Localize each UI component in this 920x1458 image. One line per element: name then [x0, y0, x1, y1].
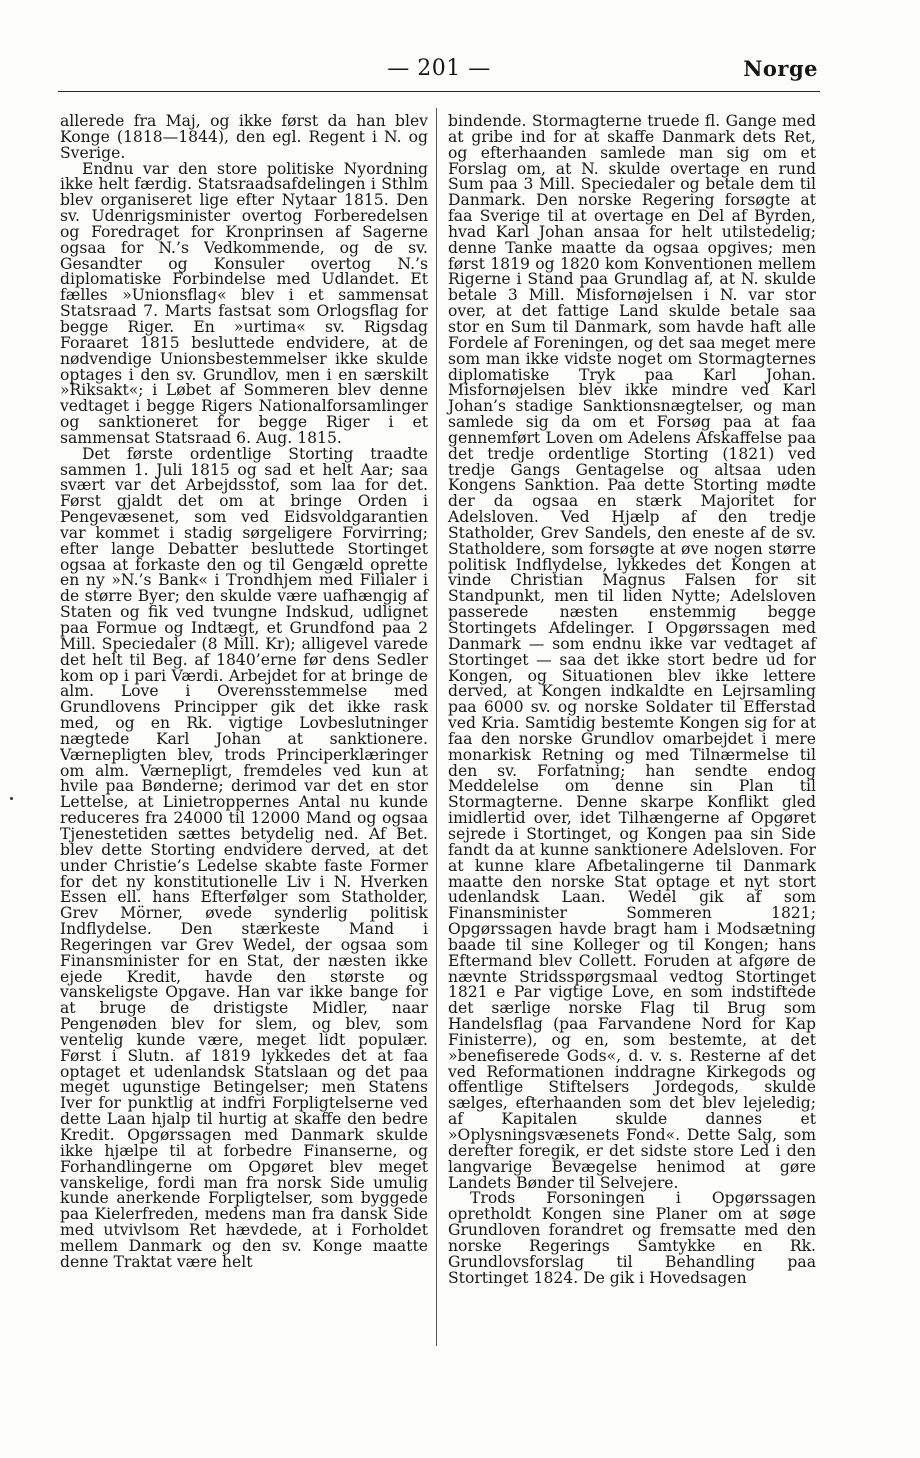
margin-speck: [10, 797, 13, 800]
page-number: — 201 —: [387, 56, 491, 81]
paragraph: Det første ordentlige Storting traadte sammen 1. Juli 1815 og sad et helt Aar; saa svært var det Arbejdsstof, som laa for det. Først gjaldt det om at bringe Orden i Pengevæsenet, som ved Eidsvoldgarantien var kommet i stadig sørgeligere Forvirring; efter lange Debatter besluttede Stortinget ogsaa at forkaste den og til Gengæld oprette en ny »N.’s Bank« i Trondhjem med Filialer i de større Byer; den skulde være uafhængig af Staten og fik ved tvungne Indskud, udlignet paa Formue og Indtægt, et Grundfond paa 2 Mill. Speciedaler (8 Mill. Kr); alligevel varede det helt til Beg. af 1840’erne før dens Sedler kom op i pari Værdi. Arbejdet for at bringe de alm. Love i Overensstemmelse med Grundlovens Principper gik det ikke rask med, og en Rk. vigtige Lovbeslutninger nægtede Karl Johan at sanktionere. Værnepligten blev, trods Principerklæringer om alm. Værnepligt, fremdeles ved kun at hvile paa Bønderne; derimod var det en stor Lettelse, at Linietroppernes Antal nu kunde reduceres fra 24000 til 12000 Mand og ogsaa Tjenestetiden sættes betydelig ned. Af Bet. blev dette Storting endvidere derved, at det under Christie’s Ledelse skabte faste Former for det ny konstitutionelle Liv i N. Hverken Essen ell. hans Efterfølger som Statholder, Grev Mörner, øvede synderlig politisk Indflydelse. Den stærkeste Mand i Regeringen var Grev Wedel, der ogsaa som Finansminister for en Stat, der næsten ikke ejede Kredit, havde den største og vanskeligste Opgave. Han var ikke bange for at bruge de dristigste Midler, naar Pengenøden blev for slem, og blev, som ventelig kunde være, meget lidt populær. Først i Slutn. af 1819 lykkedes det at faa optaget et udenlandsk Statslaan og det paa meget ugunstige Betingelser; men Statens Iver for punktlig at indfri Forpligtelserne ved dette Laan hjalp til hurtig at skaffe den bedre Kredit. Opgørssagen med Danmark skulde ikke hjælpe til at forbedre Finanserne, og Forhandlingerne om Opgøret blev meget vanskelige, fordi man fra norsk Side umulig kunde anerkende Forpligtelser, som byggede paa Kielerfreden, medens man fra dansk Side med utvivlsom Ret hævdede, at i Forholdet mellem Danmark og den sv. Konge maatte denne Traktat være helt: [60, 444, 428, 1271]
right-column: [448, 114, 816, 1286]
header-rule: [58, 91, 820, 92]
paragraph-continued: allerede fra Maj, og ikke først da han blev Konge (1818—1844), den egl. Regent i N. og Sverige.: [60, 112, 428, 162]
paragraph: Trods Forsoningen i Opgørssagen opretholdt Kongen sine Planer om at søge Grundloven forandret og fremsatte med den norske Regerings Samtykke en Rk. Grundlovsforslag til Behandling paa Stortinget 1824. De gik i Hovedsagen: [448, 1189, 816, 1287]
paragraph-continued: bindende. Stormagterne truede fl. Gange med at gribe ind for at skaffe Danmark dets Ret, og efterhaanden samlede man sig om et Forslag om, at N. skulde overtage en rund Sum paa 3 Mill. Speciedaler og betale dem til Danmark. Den norske Regering forsøgte at faa Sverige til at overtage en Del af Byrden, hvad Karl Johan ansaa for helt utilstedelig; denne Tanke maatte da ogsaa opgives; men først 1819 og 1820 kom Konventionen mellem Rigerne i Stand paa Grundlag af, at N. skulde betale 3 Mill. Misfornøjelsen i N. var stor over, at det fattige Land skulde betale saa stor en Sum til Danmark, som havde haft alle Fordele af Foreningen, og det saa meget mere som man ikke vidste noget om Stormagternes diplomatiske Tryk paa Karl Johan. Misfornøjelsen blev ikke mindre ved Karl Johan’s stadige Sanktionsnægtelser, og man samlede sig da om et Forsøg paa at faa gennemført Loven om Adelens Afskaffelse paa det tredje ordentlige Storting (1821) ved tredje Gangs Gentagelse og altsaa uden Kongens Sanktion. Paa dette Storting mødte der da ogsaa en stærk Majoritet for Adelsloven. Ved Hjælp af den tredje Statholder, Grev Sandels, den eneste af de sv. Statholdere, som forsøgte at øve nogen større politisk Indflydelse, lykkedes det Kongen at vinde Christian Magnus Falsen for sit Standpunkt, men til liden Nytte; Adelsloven passerede næsten enstemmig begge Stortingets Afdelinger. I Opgørssagen med Danmark — som endnu ikke var vedtaget af Stortinget — saa det ikke stort bedre ud for Kongen, og Situationen blev ikke lettere derved, at Kongen indkaldte en Lejrsamling paa 6000 sv. og norske Soldater til Efferstad ved Kria. Samtidig bestemte Kongen sig for at faa den norske Grundlov omarbejdet i mere monarkisk Retning og med Tilnærmelse til den sv. Forfatning; han sendte endog Meddelelse om denne sin Plan til Stormagterne. Denne skarpe Konflikt gled imidlertid over, idet Tilhængerne af Opgøret sejrede i Stortinget, og Kongen paa sin Side fandt da at kunne sanktionere Adelsloven. For at kunne klare Afbetalingerne til Danmark maatte den norske Stat optage et nyt stort udenlandsk Laan. Wedel gik af som Finansminister Sommeren 1821; Opgørssagen havde bragt ham i Modsætning baade til sine Kolleger og til Kongen; hans Eftermand blev Collett. Foruden at afgøre de nævnte Stridsspørgsmaal vedtog Stortinget 1821 e Par vigtige Love, en som indstiftede det særlige norske Flag til Brug som Handelsflag (paa Farvandene Nord for Kap Finisterre), og en, som bestemte, at det »benefiserede Gods«, d. v. s. Resterne af det ved Reformationen inddragne Kirkegods og offentlige Stiftelsers Jordegods, skulde sælges, efterhaanden som det blev lejeledig; af Kapitalen skulde dannes et »Oplysningsvæsenets Fond«. Dette Salg, som derefter foregik, er det sidste store Led i den langvarige Bevægelse henimod at gøre Landets Bønder til Selvejere.: [448, 112, 816, 1192]
running-head-title: Norge: [743, 56, 818, 81]
page-header: [58, 56, 820, 92]
column-divider: [436, 108, 437, 1346]
left-column: [60, 114, 428, 1271]
paragraph: Endnu var den store politiske Nyordning ikke helt færdig. Statsraadsafdelingen i Sthlm blev organiseret lige efter Nytaar 1815. Den sv. Udenrigsminister overtog Forberedelsen og Foredraget for Kronprinsen af Sagerne ogsaa for N.’s Vedkommende, og de sv. Gesandter og Konsuler overtog N.’s diplomatiske Forbindelse med Udlandet. Et fælles »Unionsflag« blev i et sammensat Statsraad 7. Marts fastsat som Orlogsflag for begge Riger. En »urtima« sv. Rigsdag Foraaret 1815 besluttede endvidere, at de nødvendige Unionsbestemmelser ikke skulde optages i den sv. Grundlov, men i en særskilt »Riksakt«; i Løbet af Sommeren blev denne vedtaget i begge Rigers Nationalforsamlinger og sanktioneret for begge Riger i et sammensat Statsraad 6. Aug. 1815.: [60, 159, 428, 447]
